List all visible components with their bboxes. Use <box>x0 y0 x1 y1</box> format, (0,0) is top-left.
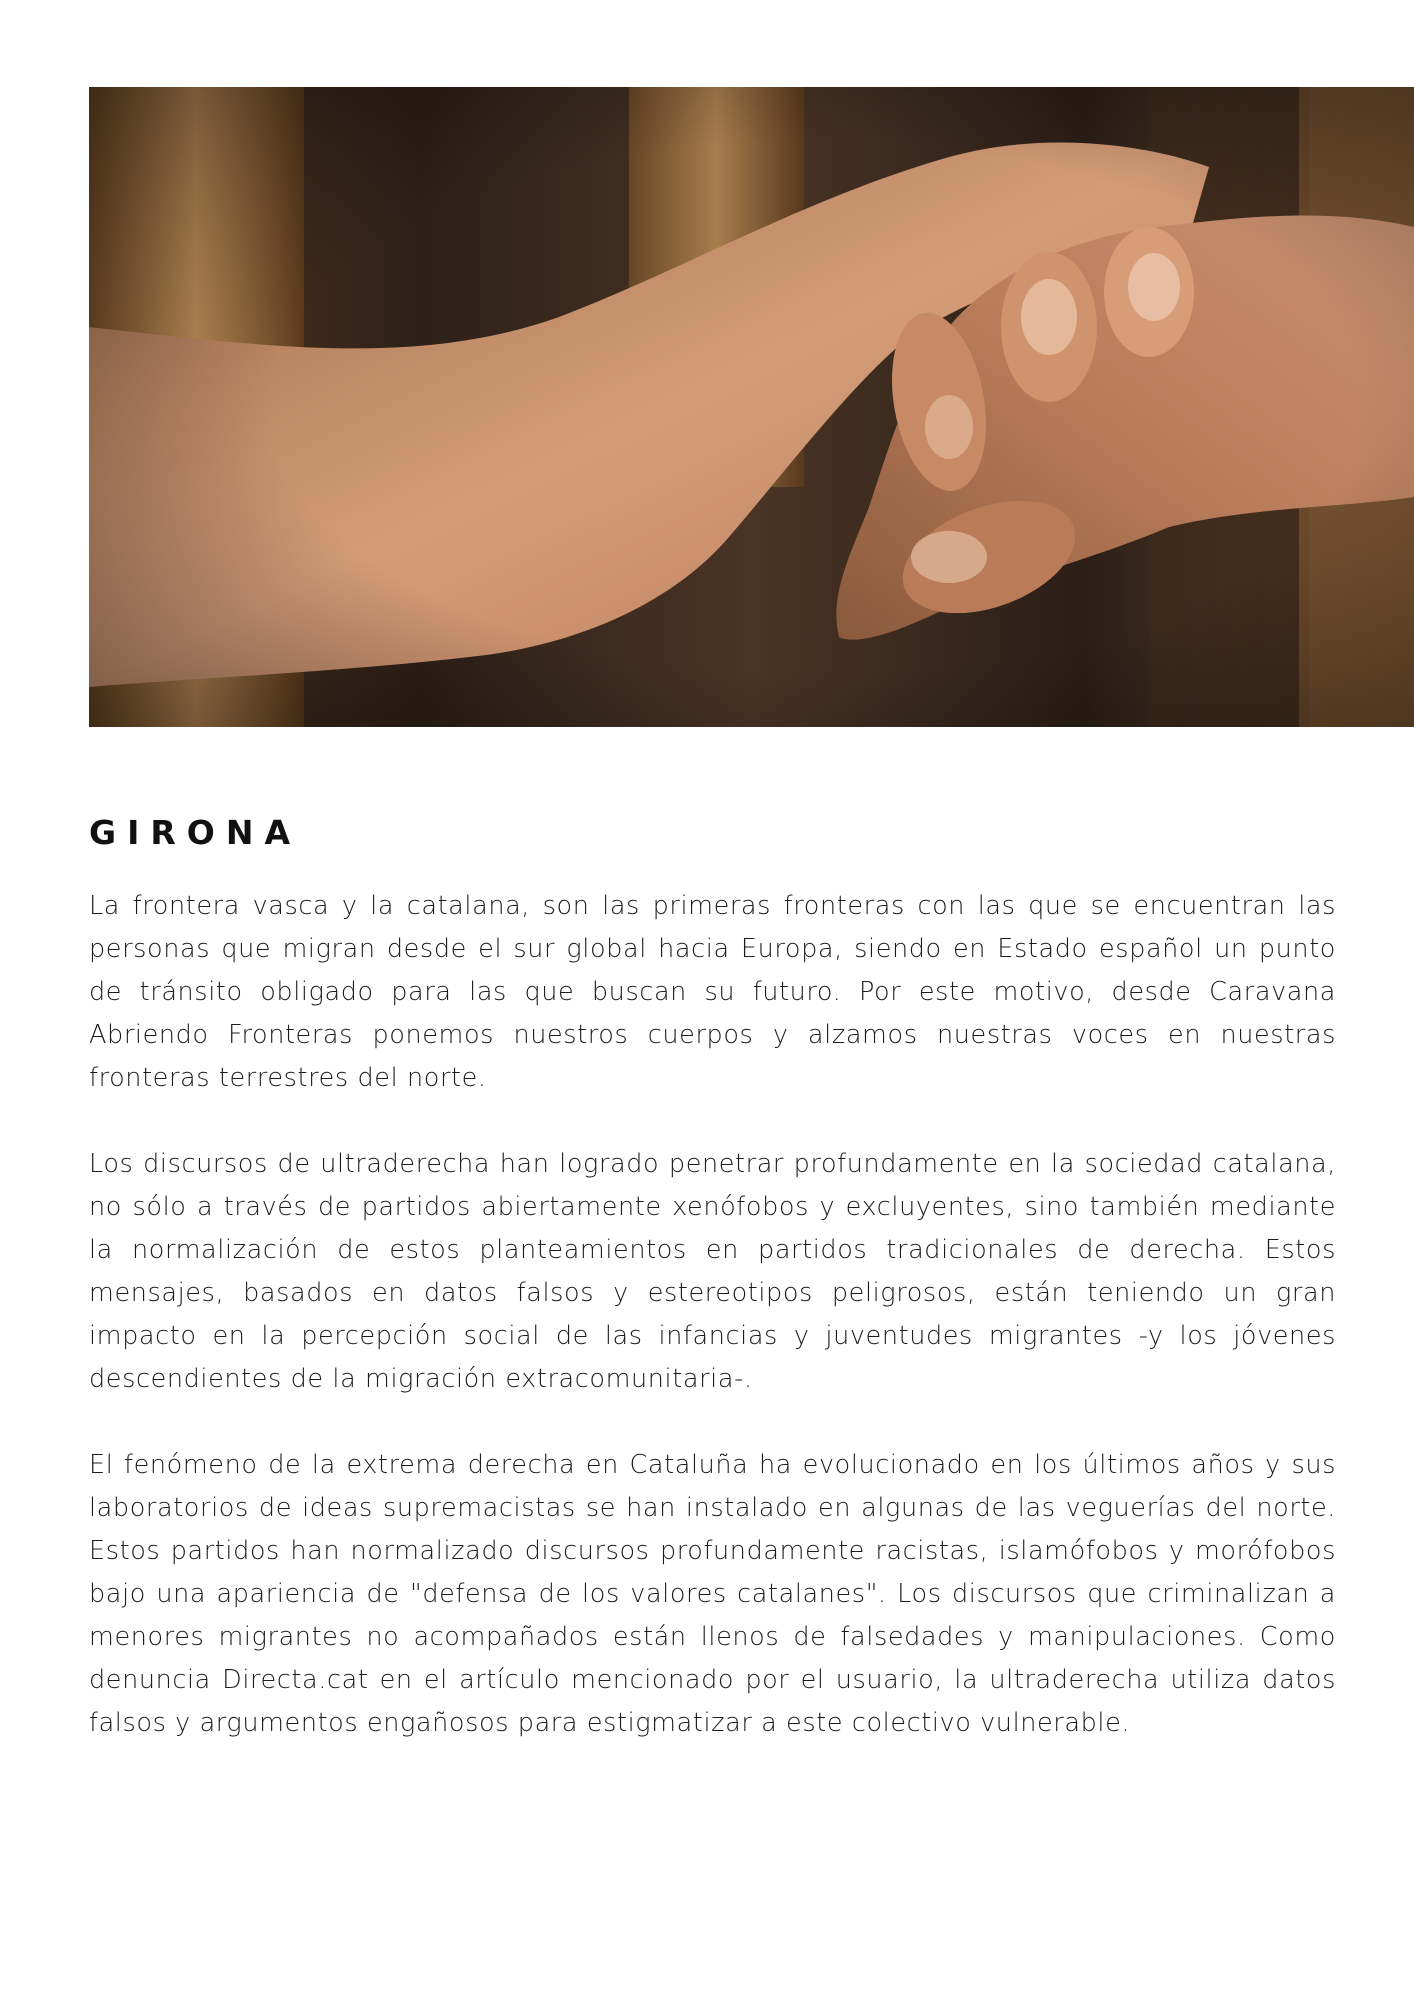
hands-clasped-photo <box>89 87 1414 727</box>
paragraph-2: Los discursos de ultraderecha han logrado penetrar profundamente en la sociedad catalana, no sólo a través de partidos abiertamente xenófobos y excluyentes, sino también mediante la normalización de estos planteamientos en partidos tradicionales de derecha. Estos mensajes, basados en datos falsos y estereotipos peligrosos, están teniendo un gran impacto en la percepción social de las infancias y juventudes migrantes -y los jóvenes descendientes de la migración extracomunitaria-. <box>89 1149 1336 1394</box>
paragraph-1: La frontera vasca y la catalana, son las primeras fronteras con las que se encuentran las personas que migran desde el sur global hacia Europa, siendo en Estado español un punto de tránsito obligado para las que buscan su futuro. Por este motivo, desde Caravana Abriendo Fronteras ponemos nuestros cuerpos y alzamos nuestras voces en nuestras fronteras terrestres del norte. <box>89 891 1336 1093</box>
section-title: GIRONA <box>89 813 301 852</box>
paragraph-3: El fenómeno de la extrema derecha en Cataluña ha evolucionado en los últimos años y sus laboratorios de ideas supremacistas se han instalado en algunas de las veguerías del norte. Estos partidos han normalizado discursos profundamente racistas, islamófobos y morófobos bajo una apariencia de "defensa de los valores catalanes". Los discursos que criminalizan a menores migrantes no acompañados están llenos de falsedades y manipulaciones. Como denuncia Directa.cat en el artículo mencionado por el usuario, la ultraderecha utiliza datos falsos y argumentos engañosos para estigmatizar a este colectivo vulnerable. <box>89 1450 1336 1738</box>
header-photo <box>89 87 1414 727</box>
section-body <box>89 885 1336 1788</box>
